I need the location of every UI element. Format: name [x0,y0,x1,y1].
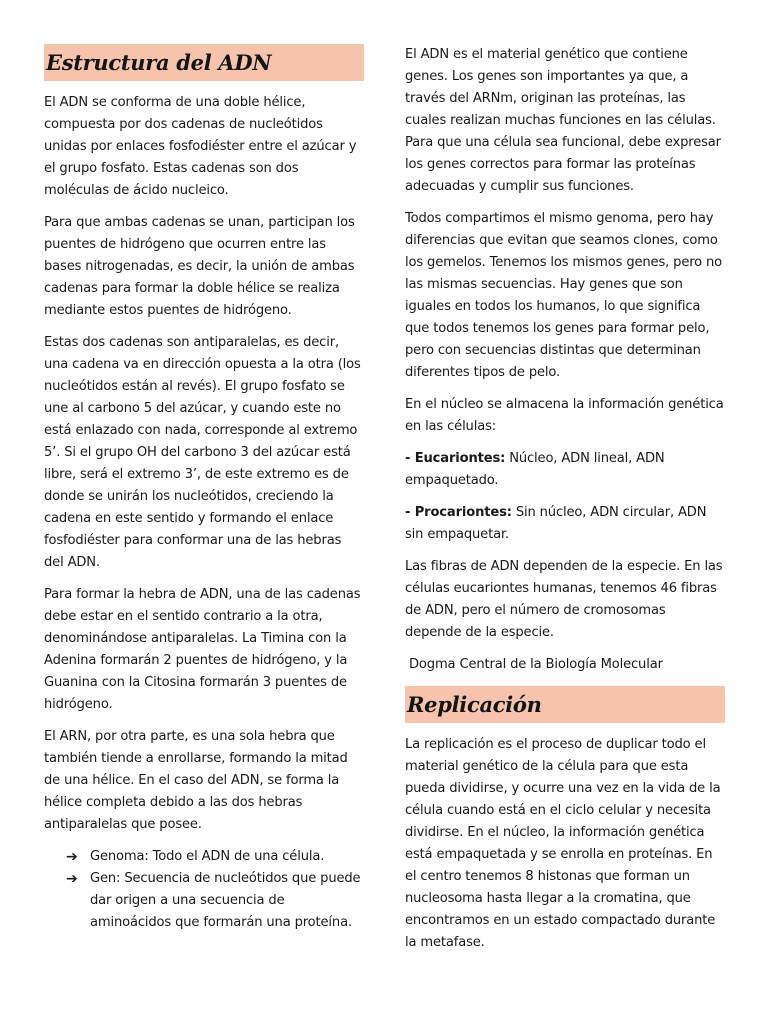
heading-estructura-adn: Estructura del ADN [44,44,364,81]
definitions-list [44,846,364,934]
heading-replicacion: Replicación [405,686,725,723]
arrow-right-icon: ➔ [66,849,78,865]
paragraph: Para que ambas cadenas se unan, participan los puentes de hidrógeno que ocurren entre las bases nitrogenadas, es decir, la unión de ambas cadenas para formar la doble hélice se realiza mediante estos puentes de hidrógeno. [44,215,355,318]
list-item-text: Gen: Secuencia de nucleótidos que puede dar origen a una secuencia de aminoácidos que formarán una proteína. [90,871,361,930]
list-item-gen [66,868,364,934]
eucariontes-text: Núcleo, ADN lineal, ADN empaquetado. [405,451,665,488]
paragraph: En el núcleo se almacena la información genética en las células: [405,397,724,434]
paragraph: El ARN, por otra parte, es una sola hebra que también tiende a enrollarse, formando la mitad de una hélice. En el caso del ADN, se forma la hélice completa debido a las dos hebras antiparalelas que posee. [44,729,348,832]
paragraph: El ADN se conforma de una doble hélice, compuesta por dos cadenas de nucleótidos unidas por enlaces fosfodiéster entre el azúcar y el grupo fosfato. Estas cadenas son dos moléculas de ácido nucleico. [44,95,357,198]
paragraph: La replicación es el proceso de duplicar todo el material genético de la célula para que esta pueda dividirse, y ocurre una vez en la vida de la célula cuando está en el ciclo celular y necesita dividirse. En el núcleo, la información genética está empaquetada y se enrolla en proteínas. En el centro tenemos 8 histonas que forman un nucleosoma hasta llegar a la cromatina, que encontramos en un estado compactado durante la metafase. [405,737,721,950]
left-column [44,44,364,934]
paragraph: Las fibras de ADN dependen de la especie. En las células eucariontes humanas, tenemos 46 fibras de ADN, pero el número de cromosomas depende de la especie. [405,559,723,640]
procariontes-line [405,502,725,546]
right-column [405,44,725,964]
procariontes-text: Sin núcleo, ADN circular, ADN sin empaquetar. [405,505,707,542]
list-item-genoma [66,846,364,868]
arrow-right-icon: ➔ [66,871,78,887]
eucariontes-label: - Eucariontes: [405,451,506,466]
paragraph: Para formar la hebra de ADN, una de las cadenas debe estar en el sentido contrario a la otra, denominándose antiparalelas. La Timina con la Adenina formarán 2 puentes de hidrógeno, y la Guanina con la Citosina formarán 3 puentes de hidrógeno. [44,587,361,712]
dogma-central-label: Dogma Central de la Biología Molecular [409,657,663,672]
procariontes-label: - Procariontes: [405,505,512,520]
paragraph: El ADN es el material genético que contiene genes. Los genes son importantes ya que, a través del ARNm, originan las proteínas, las cuales realizan muchas funciones en las células. Para que una célula sea funcional, debe expresar los genes correctos para formar las proteínas adecuadas y cumplir sus funciones. [405,47,721,194]
paragraph: Estas dos cadenas son antiparalelas, es decir, una cadena va en dirección opuesta a la otra (los nucleótidos están al revés). El grupo fosfato se une al carbono 5 del azúcar, y cuando este no está enlazado con nada, corresponde al extremo 5’. Si el grupo OH del carbono 3 del azúcar está libre, será el extremo 3’, de este extremo es de donde se unirán los nucleótidos, creciendo la cadena en este sentido y formando el enlace fosfodiéster para conformar una de las hebras del ADN. [44,335,361,570]
eucariontes-line [405,448,725,492]
list-item-text: Genoma: Todo el ADN de una célula. [90,849,325,864]
paragraph: Todos compartimos el mismo genoma, pero hay diferencias que evitan que seamos clones, como los gemelos. Tenemos los mismos genes, pero no las mismas secuencias. Hay genes que son iguales en todos los humanos, lo que significa que todos tenemos los genes para formar pelo, pero con secuencias distintas que determinan diferentes tipos de pelo. [405,211,723,380]
